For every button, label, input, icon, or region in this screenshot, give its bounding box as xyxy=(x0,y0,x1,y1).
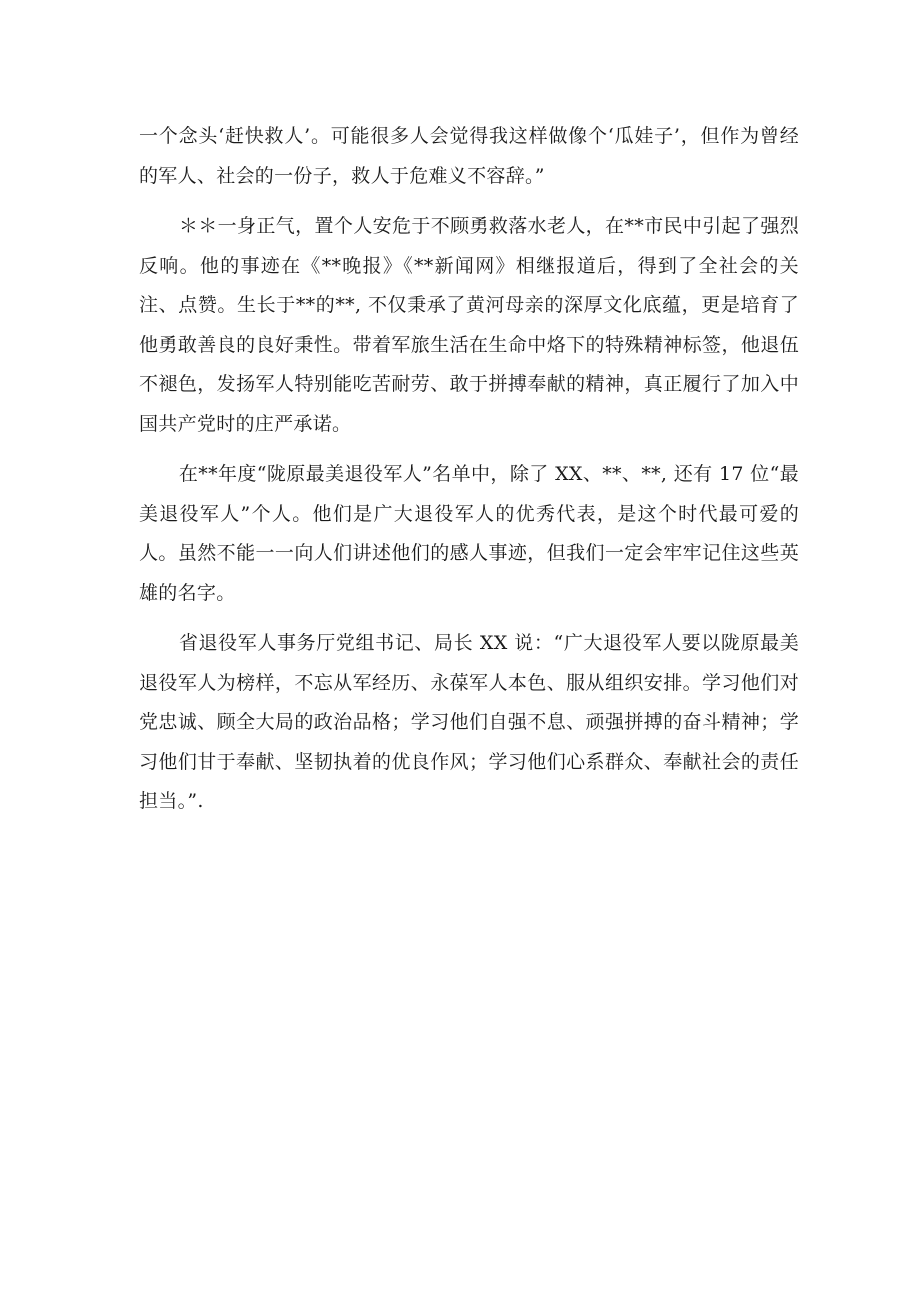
paragraph-1: 一个念头‘赶快救人’。可能很多人会觉得我这样做像个‘瓜娃子’，但作为曾经的军人、社会的一份子，救人于危难义不容辞。” xyxy=(139,125,799,187)
paragraph-4: 省退役军人事务厅党组书记、局长 XX 说：“广大退役军人要以陇原最美退役军人为榜样，不忘从军经历、永葆军人本色、服从组织安排。学习他们对党忠诚、顾全大局的政治品格；学习他们自强不息、顽强拼搏的奋斗精神；学习他们甘于奉献、坚韧执着的优良作风；学习他们心系群众、奉献社会的责任担当。”. xyxy=(139,632,799,812)
paragraph-2: ＊＊一身正气，置个人安危于不顾勇救落水老人，在**市民中引起了强烈反响。他的事迹在《**晚报》《**新闻网》相继报道后，得到了全社会的关注、点赞。生长于**的**, 不仅秉承了黄河母亲的深厚文化底蕴，更是培育了他勇敢善良的良好秉性。带着军旅生活在生命中烙下的特殊精神标签，他退伍不褪色，发扬军人特别能吃苦耐劳、敢于拼搏奉献的精神，真正履行了加入中国共产党时的庄严承诺。 xyxy=(139,215,799,435)
document-body xyxy=(139,117,799,822)
paragraph-3: 在**年度“陇原最美退役军人”名单中，除了 XX、**、**, 还有 17 位“最美退役军人”个人。他们是广大退役军人的优秀代表，是这个时代最可爱的人。虽然不能一一向人们讲述他们的感人事迹，但我们一定会牢牢记住这些英雄的名字。 xyxy=(139,463,799,604)
